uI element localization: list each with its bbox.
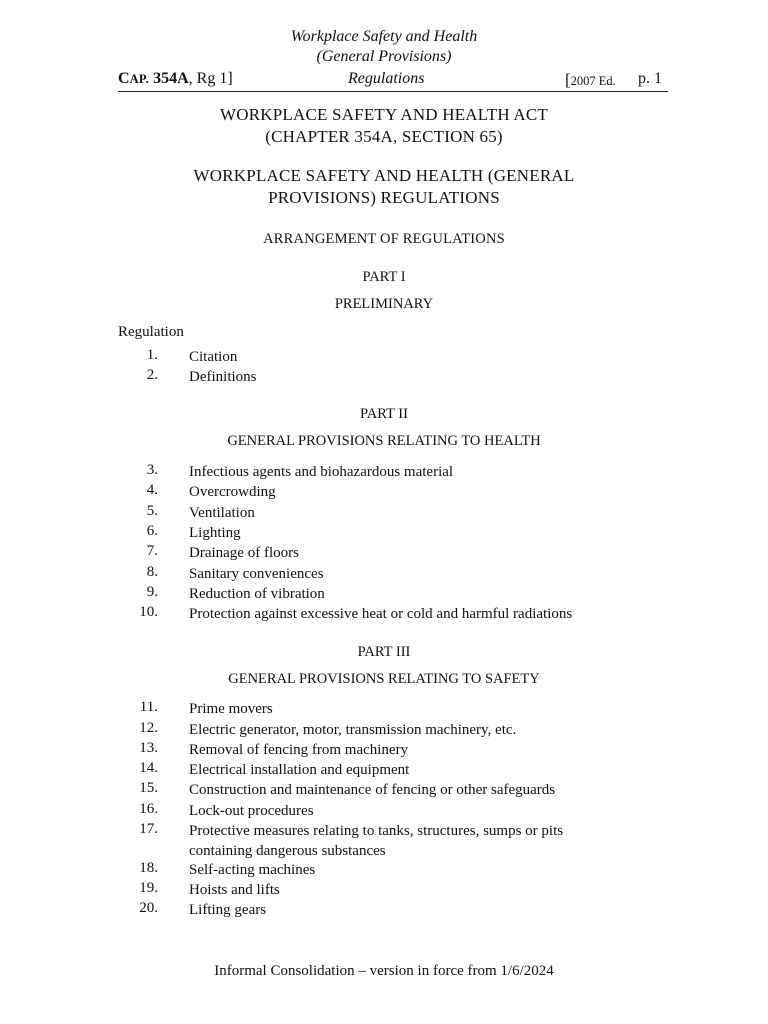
toc-number: 15.	[139, 780, 158, 796]
toc-number: 12.	[139, 720, 158, 736]
toc-title: Lock-out procedures	[189, 803, 314, 819]
part-1-heading: PRELIMINARY	[334, 296, 434, 312]
toc-number: 17.	[139, 821, 158, 837]
edition: 2007 Ed.	[570, 74, 616, 88]
toc-entry[interactable]	[118, 760, 678, 780]
toc-number: 4.	[146, 482, 158, 498]
toc-title: Removal of fencing from machinery	[189, 742, 409, 758]
edition-page	[565, 70, 669, 90]
toc-entry[interactable]	[118, 720, 678, 740]
toc-title: Construction and maintenance of fencing or other safeguards	[189, 782, 556, 798]
toc-title: Citation	[189, 349, 238, 365]
edition-bracket: [	[565, 70, 571, 89]
toc-number: 14.	[139, 760, 158, 776]
toc-title: Sanitary conveniences	[189, 566, 324, 582]
toc-entry[interactable]	[118, 604, 678, 624]
toc-entry[interactable]	[118, 780, 678, 800]
header-title-line2: (General Provisions)	[316, 48, 452, 65]
toc-number: 16.	[139, 801, 158, 817]
toc-number: 1.	[146, 347, 158, 363]
toc-entry[interactable]	[118, 860, 678, 880]
toc-number: 7.	[146, 543, 158, 559]
cap-regulation: , Rg 1]	[188, 70, 233, 87]
toc-title: Electric generator, motor, transmission machinery, etc.	[189, 722, 517, 738]
toc-number: 10.	[139, 604, 158, 620]
toc-title: Definitions	[189, 369, 257, 385]
act-title-line2: (CHAPTER 354A, SECTION 65)	[265, 127, 503, 146]
cap-number: 354A	[153, 70, 189, 87]
toc-number: 19.	[139, 880, 158, 896]
part-3-label: PART III	[357, 644, 411, 660]
toc-number: 6.	[146, 523, 158, 539]
page-number: p. 1	[638, 70, 662, 87]
toc-entry[interactable]	[118, 482, 678, 502]
toc-title: Electrical installation and equipment	[189, 762, 410, 778]
cap-initial: C	[118, 70, 130, 87]
toc-number: 13.	[139, 740, 158, 756]
toc-title: Lighting	[189, 525, 241, 541]
toc-title: Protective measures relating to tanks, structures, sumps or pits containing dangerous substances	[189, 823, 564, 859]
header-rule	[118, 91, 668, 92]
toc-title: Self-acting machines	[189, 862, 316, 878]
toc-number: 8.	[146, 564, 158, 580]
header-title-line3: Regulations	[348, 70, 425, 87]
toc-entry[interactable]	[118, 699, 678, 719]
toc-entry[interactable]	[118, 880, 678, 900]
toc-title: Reduction of vibration	[189, 586, 325, 602]
toc-number: 20.	[139, 900, 158, 916]
toc-entry[interactable]	[118, 347, 678, 367]
toc-title: Overcrowding	[189, 484, 276, 500]
toc-entry[interactable]	[118, 740, 678, 760]
toc-number: 5.	[146, 503, 158, 519]
toc-entry[interactable]	[118, 821, 678, 861]
toc-title: Protection against excessive heat or cold and harmful radiations	[189, 606, 573, 622]
toc-number: 2.	[146, 367, 158, 383]
toc-entry[interactable]	[118, 503, 678, 523]
reg-title-line2: PROVISIONS) REGULATIONS	[268, 188, 500, 207]
toc-entry[interactable]	[118, 462, 678, 482]
chapter-reference	[118, 70, 233, 88]
regulation-column-label: Regulation	[118, 324, 184, 340]
toc-title: Lifting gears	[189, 902, 267, 918]
toc-entry[interactable]	[118, 564, 678, 584]
part-3-heading: GENERAL PROVISIONS RELATING TO SAFETY	[228, 671, 540, 687]
toc-entry[interactable]	[118, 900, 678, 920]
footer-consolidation-note: Informal Consolidation – version in force from 1/6/2024	[214, 963, 554, 979]
part-2-heading: GENERAL PROVISIONS RELATING TO HEALTH	[227, 433, 541, 449]
toc-number: 11.	[139, 699, 158, 715]
toc-title: Ventilation	[189, 505, 255, 521]
arrangement-heading: ARRANGEMENT OF REGULATIONS	[263, 231, 505, 247]
header-title-line1: Workplace Safety and Health	[290, 28, 478, 45]
toc-entry[interactable]	[118, 584, 678, 604]
part-2-label: PART II	[360, 406, 408, 422]
toc-entry[interactable]	[118, 523, 678, 543]
toc-number: 9.	[146, 584, 158, 600]
toc-entry[interactable]	[118, 801, 678, 821]
toc-entry[interactable]	[118, 367, 678, 387]
toc-entry[interactable]	[118, 543, 678, 563]
toc-title: Prime movers	[189, 701, 273, 717]
cap-rest: AP.	[129, 72, 150, 86]
reg-title-line1: WORKPLACE SAFETY AND HEALTH (GENERAL	[193, 166, 575, 185]
act-title-line1: WORKPLACE SAFETY AND HEALTH ACT	[220, 105, 548, 124]
toc-title: Hoists and lifts	[189, 882, 280, 898]
toc-title: Infectious agents and biohazardous material	[189, 464, 454, 480]
toc-number: 18.	[139, 860, 158, 876]
toc-number: 3.	[146, 462, 158, 478]
part-1-label: PART I	[362, 269, 406, 285]
toc-title: Drainage of floors	[189, 545, 299, 561]
